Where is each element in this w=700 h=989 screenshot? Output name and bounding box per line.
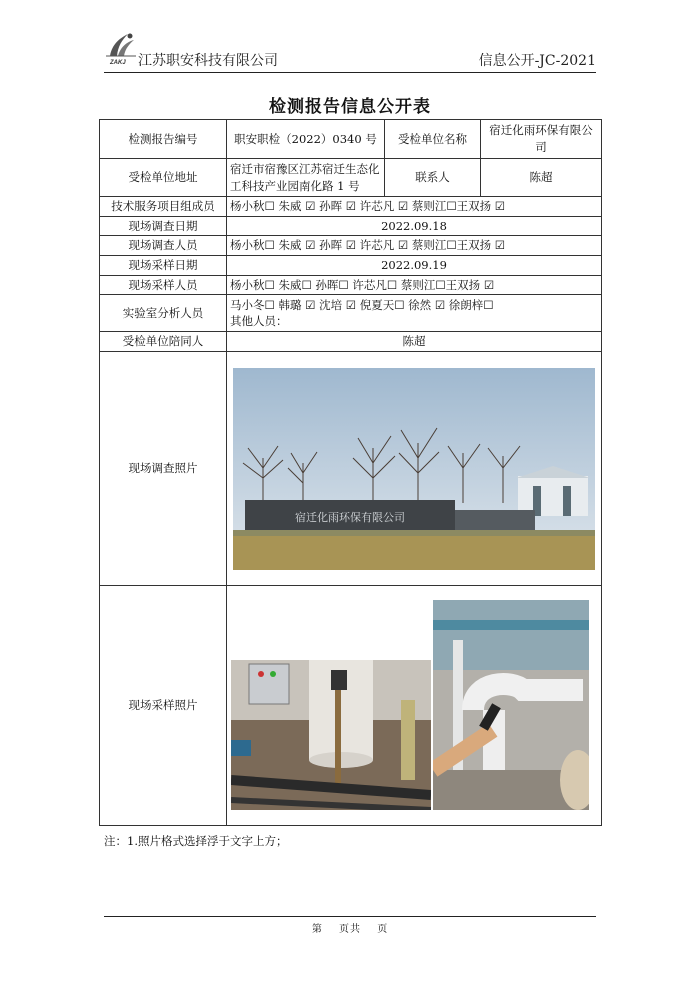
report-no-label: 检测报告编号 <box>100 120 227 159</box>
sampling-staff-value: 杨小秋☐ 朱威☐ 孙晖☐ 许芯凡☐ 蔡则江☐王双扬 ☑ <box>227 275 602 295</box>
survey-staff-label: 现场调查人员 <box>100 236 227 256</box>
survey-photo-label: 现场调查照片 <box>100 352 227 586</box>
document-code: 信息公开-JC-2021 <box>478 53 596 69</box>
logo-icon <box>104 30 138 60</box>
survey-photo <box>233 368 595 570</box>
table-row <box>100 197 602 217</box>
report-info-table <box>99 119 602 826</box>
address-label: 受检单位地址 <box>100 159 227 197</box>
footer-divider <box>104 916 596 917</box>
escort-value: 陈超 <box>227 332 602 352</box>
lab-staff-cell <box>227 295 602 332</box>
table-row <box>100 120 602 159</box>
company-logo <box>104 30 138 70</box>
survey-date-value: 2022.09.18 <box>227 216 602 236</box>
table-row <box>100 332 602 352</box>
table-row <box>100 256 602 276</box>
company-name: 江苏职安科技有限公司 <box>138 53 278 69</box>
page-title: 检测报告信息公开表 <box>269 97 431 117</box>
survey-staff-value: 杨小秋☐ 朱威 ☑ 孙晖 ☑ 许芯凡 ☑ 蔡则江☐王双扬 ☑ <box>227 236 602 256</box>
sampling-photo-cell <box>227 586 602 826</box>
contact-value: 陈超 <box>481 159 602 197</box>
address-value: 宿迁市宿豫区江苏宿迁生态化工科技产业园南化路 1 号 <box>227 159 385 197</box>
sampling-photo-label: 现场采样照片 <box>100 586 227 826</box>
table-row <box>100 586 602 826</box>
header-divider <box>104 72 596 73</box>
unit-name-label: 受检单位名称 <box>385 120 481 159</box>
table-row <box>100 295 602 332</box>
lab-staff-value: 马小冬☐ 韩璐 ☑ 沈培 ☑ 倪夏天☐ 徐然 ☑ 徐朗梓☐ <box>230 297 494 312</box>
table-row <box>100 216 602 236</box>
sampling-photo-1 <box>231 660 431 810</box>
photo-sign-text: 宿迁化雨环保有限公司 <box>295 510 405 524</box>
page-footer-start: 第 <box>311 924 323 935</box>
tech-team-value: 杨小秋☐ 朱威 ☑ 孙晖 ☑ 许芯凡 ☑ 蔡则江☐王双扬 ☑ <box>227 197 602 217</box>
table-row <box>100 236 602 256</box>
survey-photo-cell <box>227 352 602 586</box>
sampling-photos <box>231 600 597 812</box>
sampling-photo-2 <box>433 600 589 810</box>
table-row <box>100 275 602 295</box>
page-header <box>104 30 596 74</box>
lab-staff-label: 实验室分析人员 <box>100 295 227 332</box>
logo-text: ZAKJ <box>110 60 126 66</box>
lab-other-value: 其他人员： <box>230 314 288 329</box>
sampling-staff-label: 现场采样人员 <box>100 275 227 295</box>
table-row <box>100 352 602 586</box>
page-footer <box>0 920 700 935</box>
sampling-date-label: 现场采样日期 <box>100 256 227 276</box>
report-no-value: 职安职检（2022）0340 号 <box>227 120 385 159</box>
survey-date-label: 现场调查日期 <box>100 216 227 236</box>
contact-label: 联系人 <box>385 159 481 197</box>
tech-team-label: 技术服务项目组成员 <box>100 197 227 217</box>
sampling-date-value: 2022.09.19 <box>227 256 602 276</box>
escort-label: 受检单位陪同人 <box>100 332 227 352</box>
page-footer-end: 页 <box>377 924 389 935</box>
table-row <box>100 159 602 197</box>
unit-name-value: 宿迁化雨环保有限公司 <box>481 120 602 159</box>
footnote: 注：1.照片格式选择浮于文字上方； <box>104 834 288 848</box>
page-footer-middle: 页共 <box>339 924 361 935</box>
